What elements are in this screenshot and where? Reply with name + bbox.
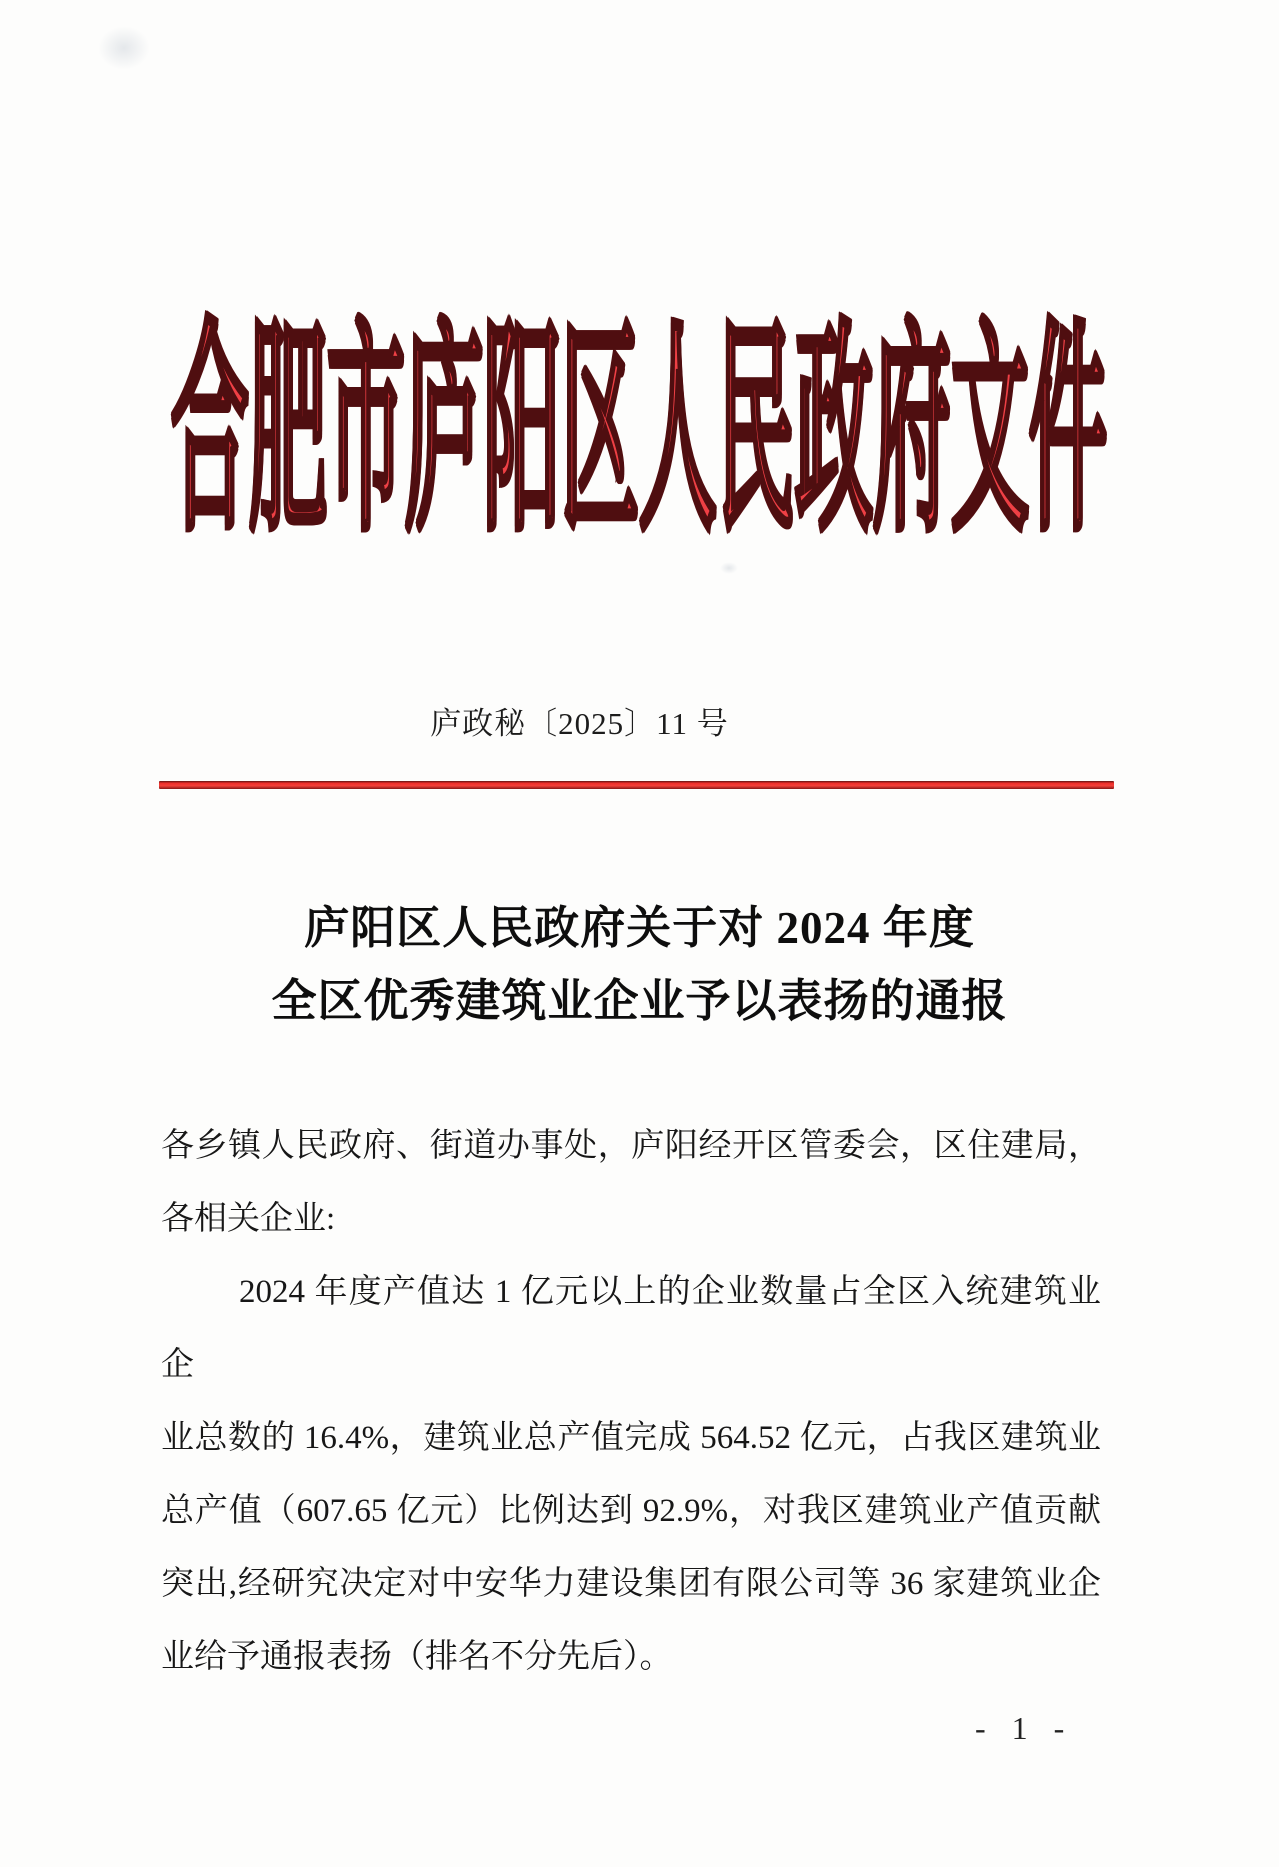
scan-smudge <box>720 562 738 574</box>
document-title-line-2: 全区优秀建筑业企业予以表扬的通报 <box>271 976 1008 1026</box>
document-body <box>161 1110 1101 1694</box>
page-number: - 1 - <box>975 1710 1074 1746</box>
document-title-line-1: 庐阳区人民政府关于对 2024 年度 <box>304 903 975 953</box>
salutation-line-1: 各乡镇人民政府、街道办事处，庐阳经开区管委会，区住建局， <box>161 1128 1101 1164</box>
red-divider-line <box>159 781 1114 789</box>
document-number: 庐政秘〔2025〕11 号 <box>430 706 729 741</box>
document-title <box>0 892 1279 1038</box>
body-line: 总产值（607.65 亿元）比例达到 92.9%，对我区建筑业产值贡献 <box>161 1493 1101 1529</box>
body-line: 业给予通报表扬（排名不分先后）。 <box>161 1639 673 1675</box>
scan-smudge <box>98 26 150 70</box>
letterhead-title: 合肥市庐阳区人民政府文件 <box>170 305 1107 558</box>
body-line: 业总数的 16.4%，建筑业总产值完成 564.52 亿元，占我区建筑业 <box>161 1420 1101 1456</box>
body-line: 突出,经研究决定对中安华力建设集团有限公司等 36 家建筑业企 <box>161 1566 1101 1602</box>
body-line: 2024 年度产值达 1 亿元以上的企业数量占全区入统建筑业企 <box>161 1274 1101 1383</box>
salutation-line-2: 各相关企业: <box>161 1201 336 1237</box>
